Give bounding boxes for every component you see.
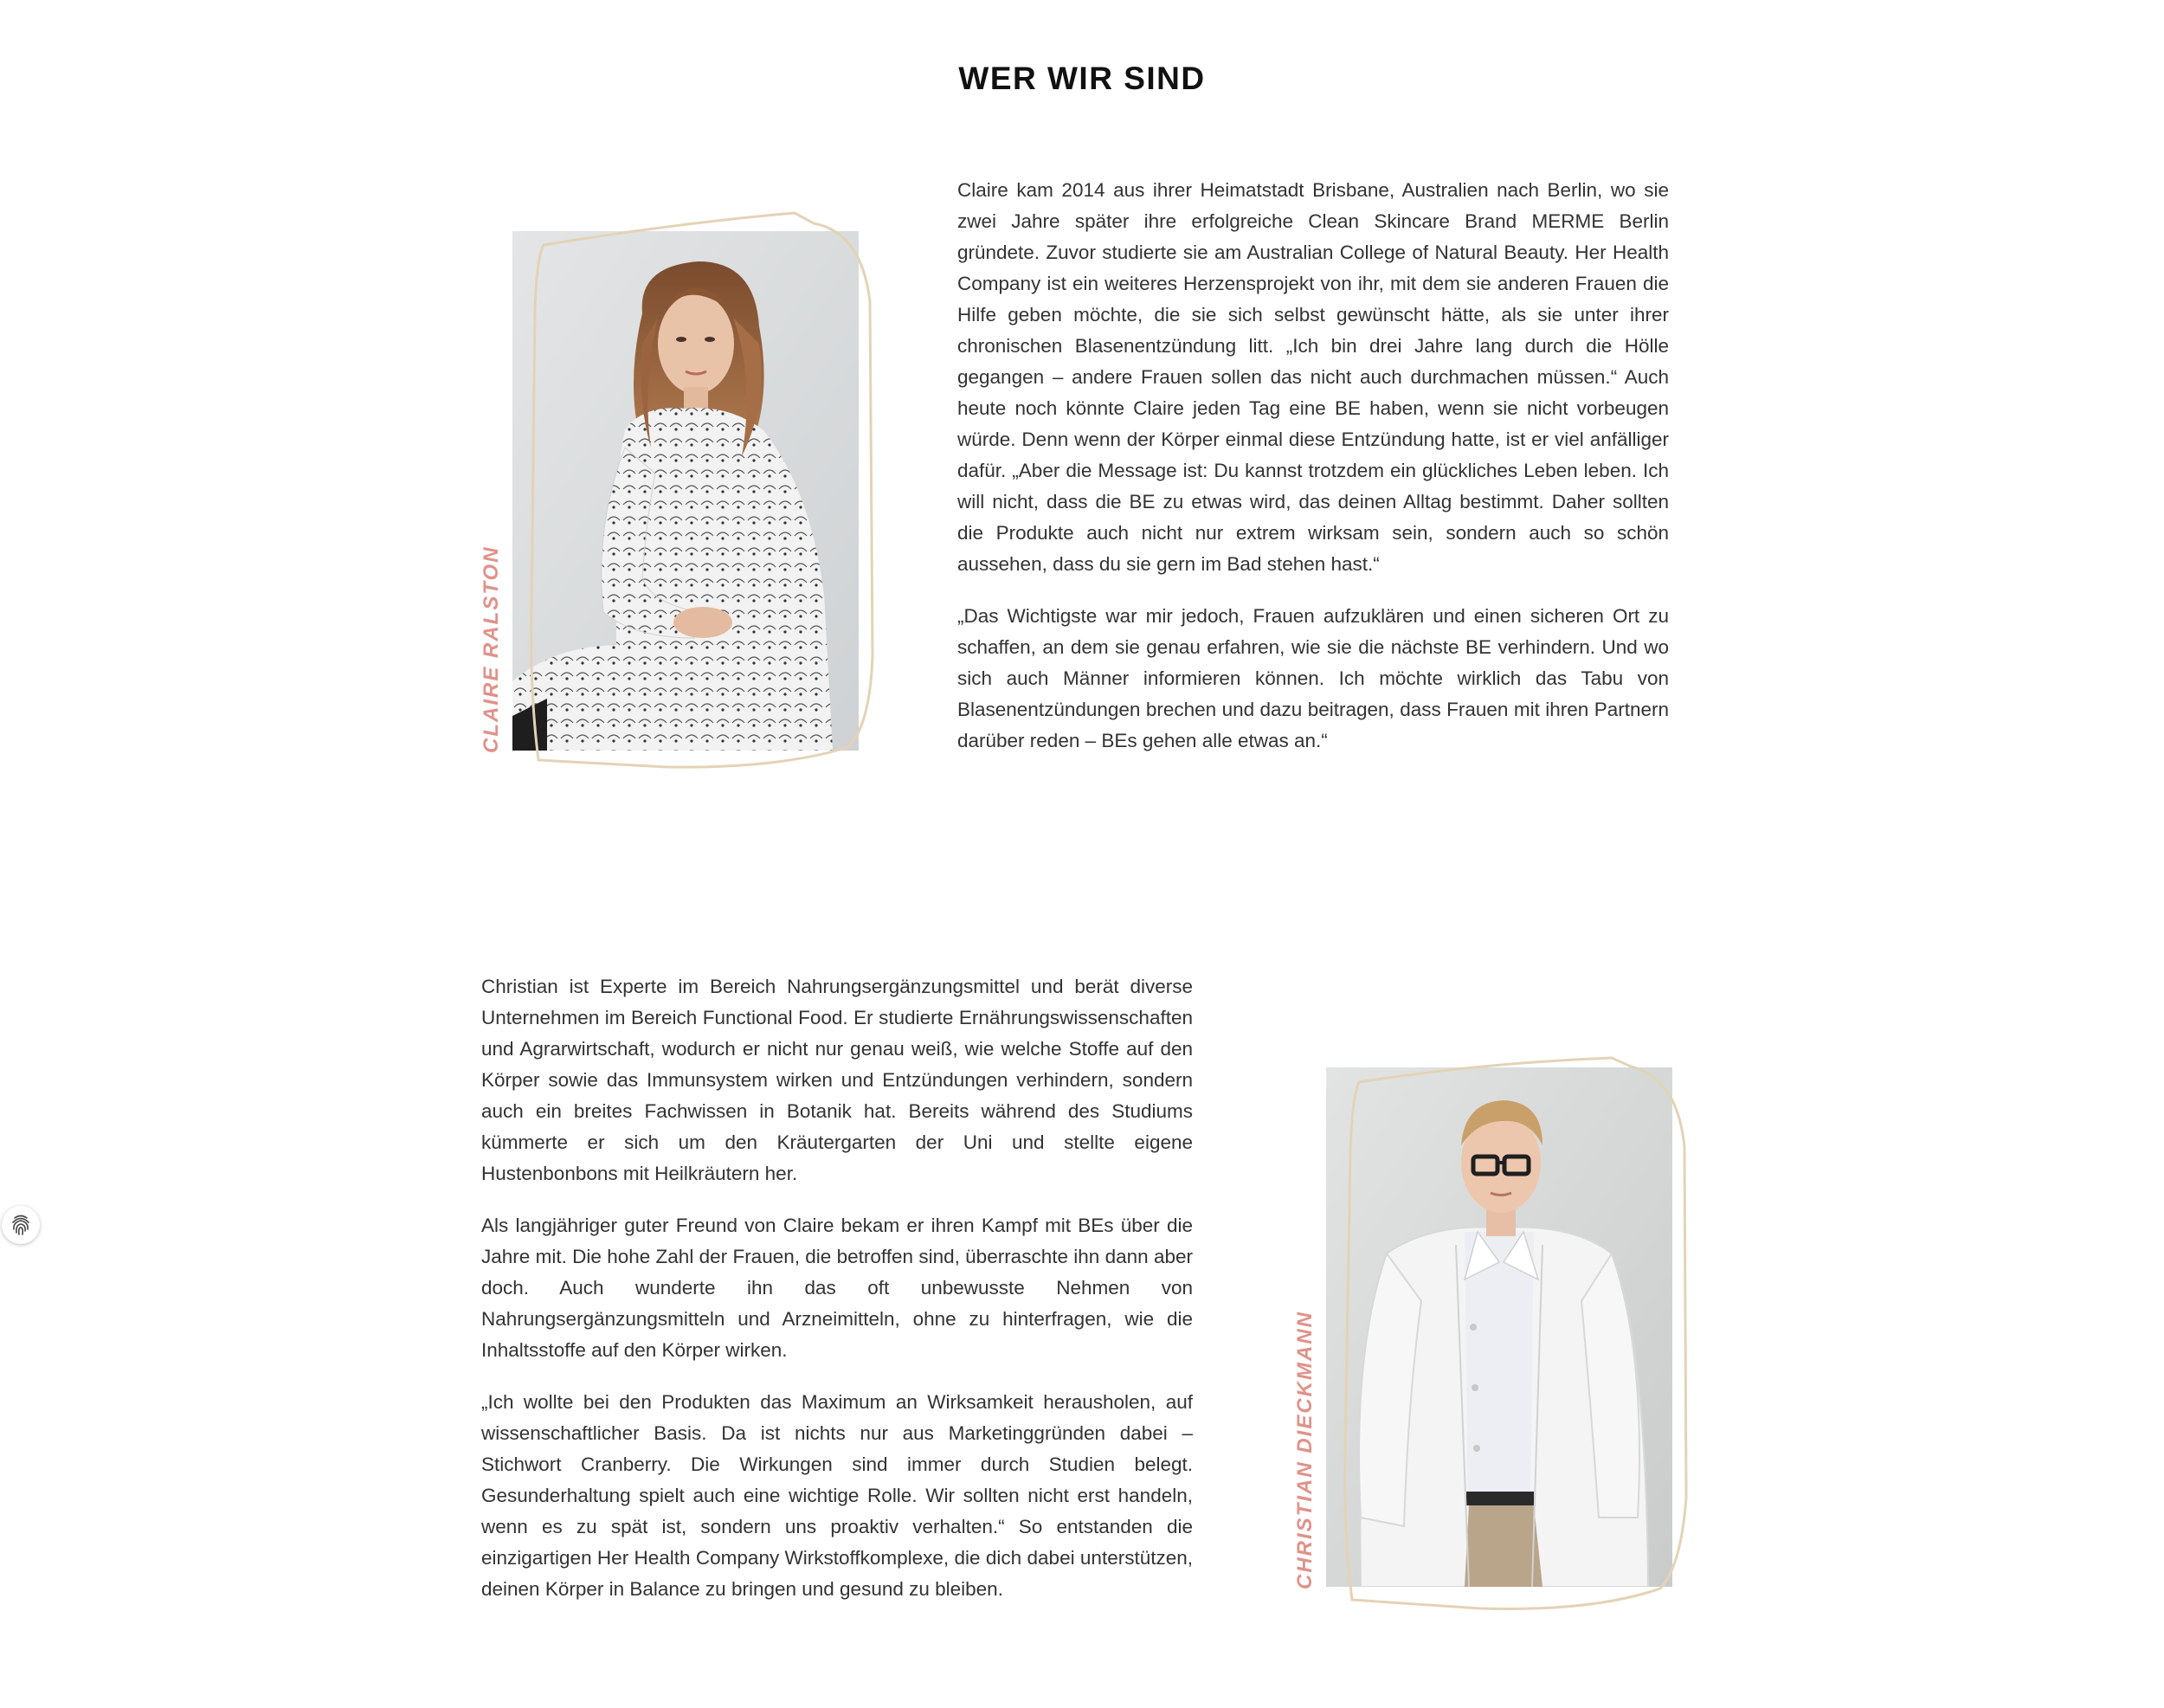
page-title: WER WIR SIND	[958, 61, 1206, 96]
christian-portrait	[1326, 1067, 1672, 1587]
claire-bio-paragraph-2: „Das Wichtigste war mir jedoch, Frauen aufzuklären und einen sicheren Ort zu schaffen, an dem sie genau erfahren, wie sie die nächste BE verhindern. Und wo sich auch Männer informieren können. Ich möchte wirklich das Tabu von Blasenentzündungen brechen und dazu beitragen, dass Frauen mit ihren Partnern darüber reden – BEs gehen alle etwas an.“	[957, 605, 1669, 751]
privacy-settings-button[interactable]	[2, 1206, 40, 1244]
christian-photo-illustration	[1326, 1067, 1672, 1587]
christian-name-label: CHRISTIAN DIECKMANN	[1293, 1311, 1317, 1589]
fingerprint-icon	[8, 1212, 34, 1238]
christian-bio	[481, 971, 1193, 1626]
christian-bio-paragraph-3: „Ich wollte bei den Produkten das Maximum an Wirksamkeit herausholen, auf wissenschaftlicher Basis. Da ist nichts nur aus Marketinggründen dabei – Stichwort Cranberry. Die Wirkungen sind immer durch Studien belegt. Gesunderhaltung spielt auch eine wichtige Rolle. Wir sollten nicht erst handeln, wenn es zu spät ist, sondern uns proaktiv verhalten.“ So entstanden die einzigartigen Her Health Company Wirkstoffkomplexe, die dich dabei unterstützen, deinen Körper in Balance zu bringen und gesund zu bleiben.	[481, 1391, 1193, 1600]
claire-bio-paragraph-1: Claire kam 2014 aus ihrer Heimatstadt Brisbane, Australien nach Berlin, wo sie zwei Jahre später ihre erfolgreiche Clean Skincare Brand MERME Berlin gründete. Zuvor studierte sie am Australian College of Natural Beauty. Her Health Company ist ein weiteres Herzensprojekt von ihr, mit dem sie anderen Frauen die Hilfe geben möchte, die sie sich selbst gewünscht hätte, als sie unter ihrer chronischen Blasenentzündung litt. „Ich bin drei Jahre lang durch die Hölle gegangen – andere Frauen sollen das nicht auch durchmachen müssen.“ Auch heute noch könnte Claire jeden Tag eine BE haben, wenn sie nicht vorbeugen würde. Denn wenn der Körper einmal diese Entzündung hatte, ist er viel anfälliger dafür. „Aber die Message ist: Du kannst trotzdem ein glückliches Leben leben. Ich will nicht, dass die BE zu etwas wird, das deinen Alltag bestimmt. Daher sollten die Produkte auch nicht nur extrem wirksam sein, sondern auch so schön aussehen, dass du sie gern im Bad stehen hast.“	[957, 179, 1669, 575]
christian-bio-paragraph-1: Christian ist Experte im Bereich Nahrungsergänzungsmittel und berät diverse Unternehmen im Bereich Functional Food. Er studierte Ernährungswissenschaften und Agrarwirtschaft, wodurch er nicht nur genau weiß, wie welche Stoffe auf den Körper sowie das Immunsystem wirken und Entzündungen verhindern, sondern auch ein breites Fachwissen in Botanik hat. Bereits während des Studiums kümmerte er sich um den Kräutergarten der Uni und stellte eigene Hustenbonbons mit Heilkräutern her.	[481, 976, 1193, 1184]
claire-photo-illustration	[512, 231, 859, 751]
claire-name-label: CLAIRE RALSTON	[480, 545, 503, 753]
claire-bio	[957, 175, 1669, 777]
claire-portrait	[512, 231, 859, 751]
christian-bio-paragraph-2: Als langjähriger guter Freund von Claire bekam er ihren Kampf mit BEs über die Jahre mit. Die hohe Zahl der Frauen, die betroffen sind, überraschte ihn dann aber doch. Auch wunderte ihn das oft unbewusste Nehmen von Nahrungsergänzungsmitteln und Arzneimitteln, ohne zu hinterfragen, wie die Inhaltsstoffe auf den Körper wirken.	[481, 1215, 1193, 1361]
team-member-christian	[0, 866, 2164, 1708]
